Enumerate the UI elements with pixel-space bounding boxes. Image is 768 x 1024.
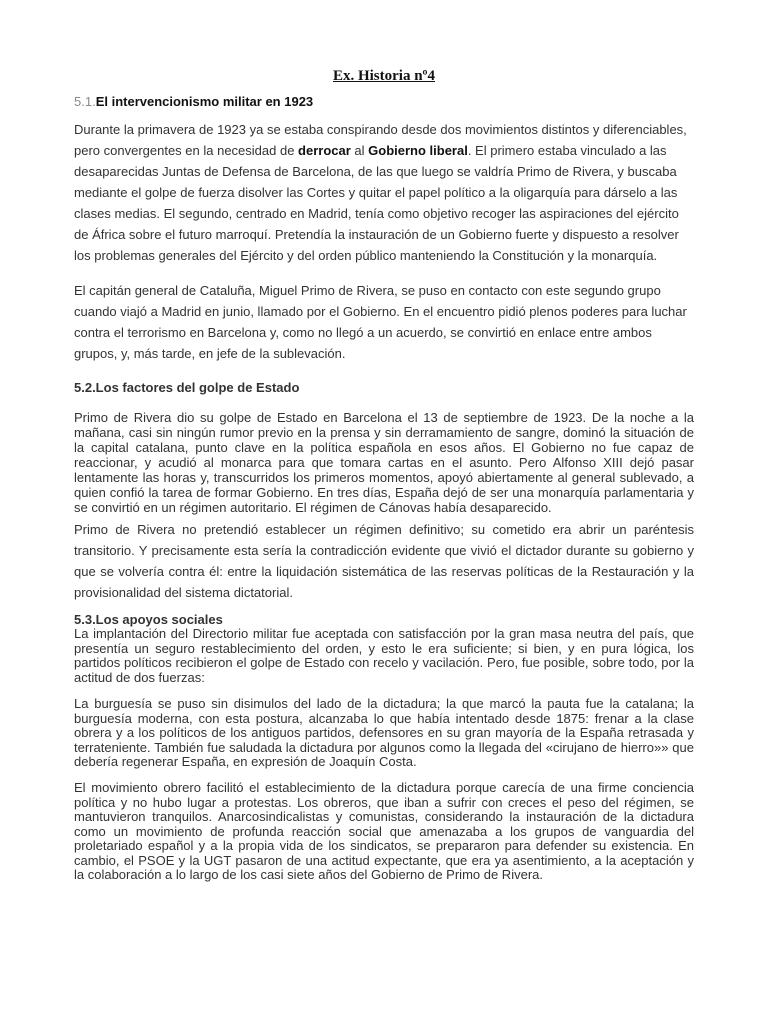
section-heading-text: El intervencionismo militar en 1923 <box>95 94 314 109</box>
paragraph-5-3-c: El movimiento obrero facilitó el establecimiento de la dictadura porque carecía de una firme conciencia política y no hubo lugar a protestas. Los obreros, que iban a sufrir con creces el peso del régimen, se mantuvieron tranquilos. Anarcosindicalistas y comunistas, considerando la instauración de la dictadura como un movimiento de profunda reacción social que amenazaba a los grupos de vanguardia del proletariado español y a la propia vida de los sindicatos, se prepararon para defender su existencia. En cambio, el PSOE y la UGT pasaron de una actitud expectante, que era ya asentimiento, a la aceptación y la colaboración a lo largo de los casi siete años del Gobierno de Primo de Rivera. <box>74 780 694 882</box>
paragraph-5-2-b: Primo de Rivera no pretendió establecer un régimen definitivo; su cometido era abrir un paréntesis transitorio. Y precisamente esta sería la contradicción evidente que vivió el dictador durante su gobierno y que se volvería contra él: entre la liquidación sistemática de las reservas políticas de la Restauración y la provisionalidad del sistema dictatorial. <box>74 522 694 600</box>
paragraph-text: Durante la primavera de 1923 ya se estaba conspirando desde dos movimientos distintos y diferenciables, pero convergentes en la necesidad de <box>74 122 687 158</box>
section-number: 5.1. <box>74 94 96 109</box>
section-heading-5-3: 5.3.Los apoyos sociales <box>74 612 223 627</box>
section-heading-5-2: 5.2.Los factores del golpe de Estado <box>74 380 300 395</box>
paragraph-5-1-a <box>74 119 694 266</box>
section-heading-5-1 <box>74 94 313 109</box>
paragraph-5-3-b: La burguesía se puso sin disimulos del lado de la dictadura; la que marcó la pauta fue la catalana; la burguesía moderna, con esta postura, alcanzaba lo que había intentado desde 1875: frenar a la clase obrera y a los políticos de los antiguos partidos, defensores en su gran mayoría de la España retrasada y terrateniente. También fue saludada la dictadura por algunos como la llegada del «cirujano de hierro»» que debería regenerar España, en expresión de Joaquín Costa. <box>74 696 694 769</box>
paragraph-5-3-a: La implantación del Directorio militar fue aceptada con satisfacción por la gran masa neutra del país, que presentía un seguro restablecimiento del orden, y esto le era suficiente; si bien, y en pura lógica, los partidos políticos recibieron el golpe de Estado con recelo y vacilación. Pero, fue posible, sobre todo, por la actitud de dos fuerzas: <box>74 626 694 685</box>
bold-term-derrocar: derrocar <box>298 143 351 158</box>
paragraph-5-2-a: Primo de Rivera dio su golpe de Estado en Barcelona el 13 de septiembre de 1923. De la noche a la mañana, casi sin ningún rumor previo en la prensa y sin derramamiento de sangre, dominó la situación de la capital catalana, punto clave en la política española en esos años. El Gobierno no fue capaz de reaccionar, y acudió al monarca para que tomara cartas en el asunto. Pero Alfonso XIII dejó pasar lentamente las horas y, transcurridos los primeros momentos, apoyó abiertamente al general sublevado, a quien confió la tarea de formar Gobierno. En tres días, España dejó de ser una monarquía parlamentaria y se convirtió en un régimen autoritario. El régimen de Cánovas había desaparecido. <box>74 410 694 515</box>
paragraph-text: al <box>350 143 369 158</box>
document-title: Ex. Historia nº4 <box>332 68 436 84</box>
bold-term-gobierno-liberal: Gobierno liberal <box>368 143 468 158</box>
paragraph-text: . El primero estaba vinculado a las desaparecidas Juntas de Defensa de Barcelona, de las que luego se valdría Primo de Rivera, y buscaba mediante el golpe de fuerza disolver las Cortes y quitar el papel político a la oligarquía para dárselo a las clases medias. El segundo, centrado en Madrid, tenía como objetivo recoger las aspiraciones del ejército de África sobre el futuro marroquí. Pretendía la instauración de un Gobierno fuerte y dispuesto a resolver los problemas generales del Ejército y del orden público manteniendo la Constitución y la monarquía. <box>74 143 679 263</box>
paragraph-5-1-b: El capitán general de Cataluña, Miguel Primo de Rivera, se puso en contacto con este segundo grupo cuando viajó a Madrid en junio, llamado por el Gobierno. En el encuentro pidió plenos poderes para luchar contra el terrorismo en Barcelona y, como no llegó a un acuerdo, se convirtió en enlace entre ambos grupos, y, más tarde, en jefe de la sublevación. <box>74 283 687 361</box>
